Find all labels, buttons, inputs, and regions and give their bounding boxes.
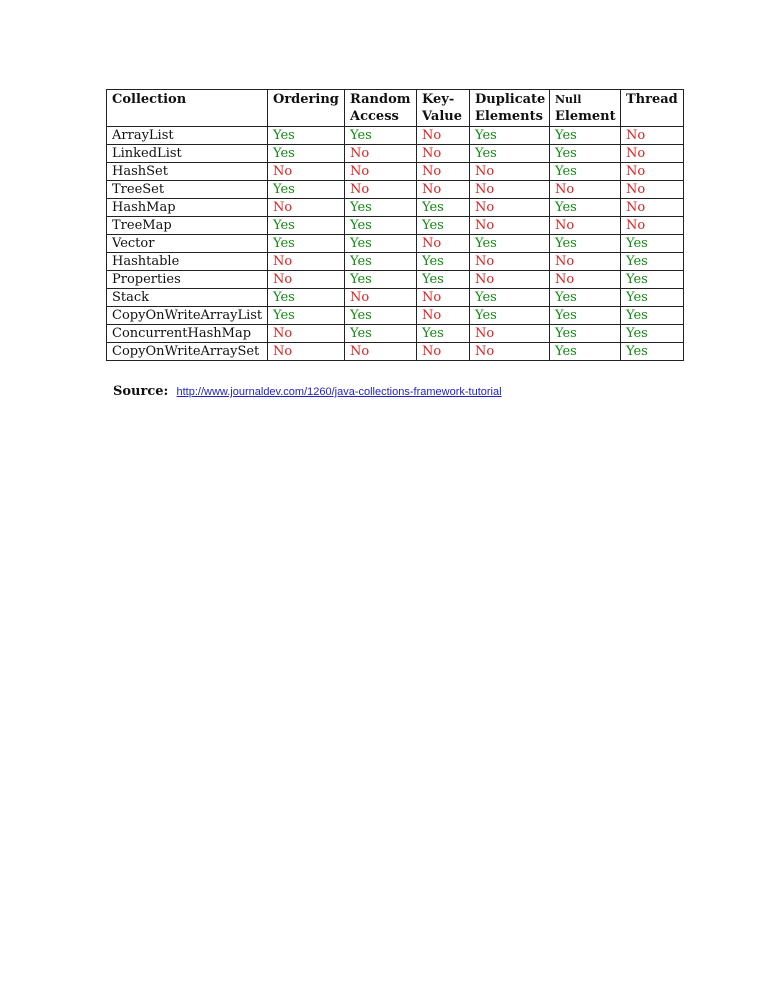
table-row [107, 235, 684, 253]
table-row [107, 181, 684, 199]
source-line [113, 383, 502, 401]
feature-value-cell: No [417, 163, 470, 181]
feature-value-cell: Yes [621, 235, 684, 253]
feature-value-cell: No [268, 253, 345, 271]
collection-name-cell: TreeMap [107, 217, 268, 235]
feature-value-cell: Yes [550, 199, 621, 217]
feature-value-cell: Yes [621, 289, 684, 307]
feature-value-cell: No [550, 181, 621, 199]
feature-value-cell: Yes [417, 325, 470, 343]
feature-value-cell: Yes [550, 145, 621, 163]
table-body [107, 127, 684, 361]
feature-value-cell: Yes [417, 217, 470, 235]
feature-value-cell: Yes [345, 307, 417, 325]
collection-name-cell: HashMap [107, 199, 268, 217]
feature-value-cell: No [621, 181, 684, 199]
table-row [107, 289, 684, 307]
feature-value-cell: No [621, 199, 684, 217]
feature-value-cell: No [470, 271, 550, 289]
feature-value-cell: No [268, 343, 345, 361]
feature-value-cell: Yes [550, 325, 621, 343]
header-random-access [345, 90, 417, 127]
feature-value-cell: Yes [268, 235, 345, 253]
feature-value-cell: Yes [621, 253, 684, 271]
feature-value-cell: No [345, 163, 417, 181]
feature-value-cell: No [621, 145, 684, 163]
feature-value-cell: No [417, 235, 470, 253]
feature-value-cell: No [417, 145, 470, 163]
feature-value-cell: Yes [345, 127, 417, 145]
table-row [107, 163, 684, 181]
feature-value-cell: Yes [417, 271, 470, 289]
table-row [107, 127, 684, 145]
feature-value-cell: Yes [550, 163, 621, 181]
feature-value-cell: Yes [268, 217, 345, 235]
feature-value-cell: No [470, 217, 550, 235]
feature-value-cell: Yes [550, 307, 621, 325]
feature-value-cell: Yes [621, 325, 684, 343]
table-row [107, 253, 684, 271]
feature-value-cell: Yes [470, 145, 550, 163]
header-random-access-line-1: Random [350, 92, 411, 107]
collection-name-cell: HashSet [107, 163, 268, 181]
feature-value-cell: Yes [621, 271, 684, 289]
collection-name-cell: Vector [107, 235, 268, 253]
header-null-element-line-1: Null [555, 93, 582, 106]
feature-value-cell: No [268, 325, 345, 343]
table-row [107, 217, 684, 235]
table-header-row [107, 90, 684, 127]
feature-value-cell: No [621, 217, 684, 235]
header-key-value [417, 90, 470, 127]
feature-value-cell: Yes [345, 235, 417, 253]
collection-name-cell: LinkedList [107, 145, 268, 163]
table-row [107, 199, 684, 217]
header-thread-label: Thread [626, 92, 678, 107]
feature-value-cell: No [470, 325, 550, 343]
feature-value-cell: No [417, 181, 470, 199]
feature-value-cell: No [621, 163, 684, 181]
header-duplicate-elements-line-2: Elements [475, 109, 543, 124]
feature-value-cell: No [470, 199, 550, 217]
feature-value-cell: Yes [268, 307, 345, 325]
header-key-value-line-1: Key- [422, 92, 455, 107]
feature-value-cell: Yes [470, 127, 550, 145]
collection-name-cell: Hashtable [107, 253, 268, 271]
feature-value-cell: Yes [268, 145, 345, 163]
table-row [107, 271, 684, 289]
header-collection-label: Collection [112, 92, 187, 107]
collections-comparison-table [106, 89, 684, 361]
header-ordering [268, 90, 345, 127]
feature-value-cell: Yes [417, 199, 470, 217]
collection-name-cell: TreeSet [107, 181, 268, 199]
feature-value-cell: No [345, 289, 417, 307]
feature-value-cell: Yes [550, 289, 621, 307]
source-label: Source: [113, 384, 169, 399]
feature-value-cell: No [550, 253, 621, 271]
feature-value-cell: No [417, 127, 470, 145]
feature-value-cell: No [470, 253, 550, 271]
feature-value-cell: No [550, 217, 621, 235]
feature-value-cell: No [345, 145, 417, 163]
feature-value-cell: No [268, 199, 345, 217]
header-duplicate-elements-line-1: Duplicate [475, 92, 546, 107]
table-row [107, 307, 684, 325]
header-collection [107, 90, 268, 127]
feature-value-cell: No [621, 127, 684, 145]
feature-value-cell: No [345, 181, 417, 199]
collection-name-cell: ConcurrentHashMap [107, 325, 268, 343]
header-null-element [550, 90, 621, 127]
feature-value-cell: No [417, 289, 470, 307]
feature-value-cell: Yes [268, 289, 345, 307]
collection-name-cell: CopyOnWriteArrayList [107, 307, 268, 325]
header-ordering-label: Ordering [273, 92, 339, 107]
feature-value-cell: No [268, 163, 345, 181]
table-row [107, 145, 684, 163]
collection-name-cell: CopyOnWriteArraySet [107, 343, 268, 361]
feature-value-cell: No [417, 343, 470, 361]
feature-value-cell: No [345, 343, 417, 361]
feature-value-cell: Yes [470, 235, 550, 253]
feature-value-cell: Yes [621, 343, 684, 361]
feature-value-cell: No [550, 271, 621, 289]
feature-value-cell: Yes [470, 307, 550, 325]
collection-name-cell: Properties [107, 271, 268, 289]
collection-name-cell: Stack [107, 289, 268, 307]
feature-value-cell: No [470, 181, 550, 199]
feature-value-cell: Yes [345, 199, 417, 217]
feature-value-cell: Yes [345, 271, 417, 289]
feature-value-cell: Yes [621, 307, 684, 325]
feature-value-cell: No [470, 163, 550, 181]
feature-value-cell: Yes [268, 127, 345, 145]
feature-value-cell: Yes [550, 235, 621, 253]
feature-value-cell: Yes [345, 325, 417, 343]
source-link[interactable]: http://www.journaldev.com/1260/java-collections-framework-tutorial [176, 386, 502, 398]
feature-value-cell: Yes [417, 253, 470, 271]
table-row [107, 325, 684, 343]
header-thread [621, 90, 684, 127]
header-random-access-line-2: Access [350, 109, 399, 124]
feature-value-cell: No [268, 271, 345, 289]
table-row [107, 343, 684, 361]
header-null-element-line-2: Element [555, 109, 616, 124]
feature-value-cell: Yes [550, 343, 621, 361]
feature-value-cell: No [470, 343, 550, 361]
feature-value-cell: Yes [470, 289, 550, 307]
feature-value-cell: Yes [268, 181, 345, 199]
feature-value-cell: Yes [550, 127, 621, 145]
header-key-value-line-2: Value [422, 109, 462, 124]
feature-value-cell: No [417, 307, 470, 325]
feature-value-cell: Yes [345, 217, 417, 235]
collection-name-cell: ArrayList [107, 127, 268, 145]
header-duplicate-elements [470, 90, 550, 127]
feature-value-cell: Yes [345, 253, 417, 271]
